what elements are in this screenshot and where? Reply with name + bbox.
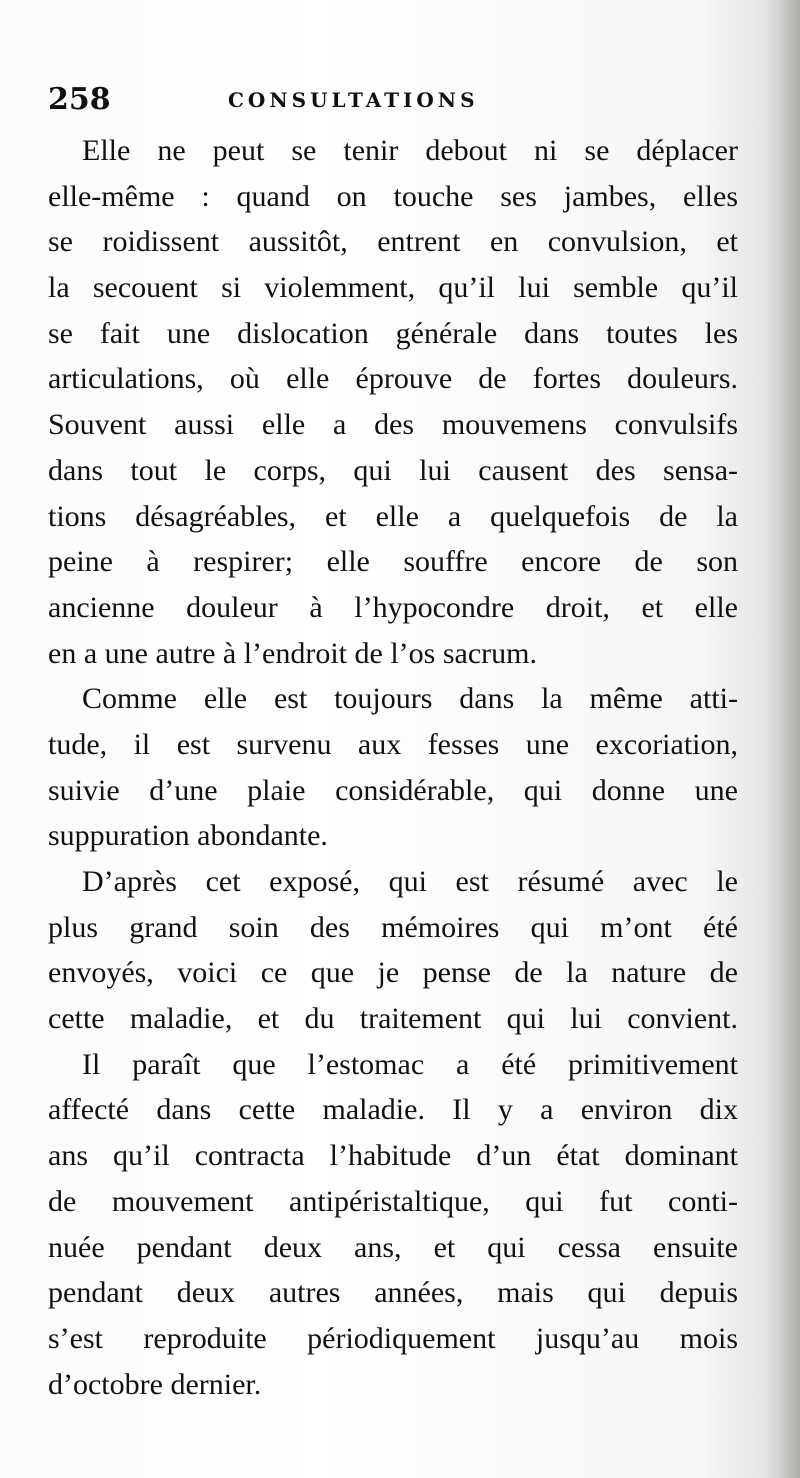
page-header [48,80,738,120]
text-line: ans qu’il contracta l’habitude d’un état dominant [48,1139,738,1173]
text-line: cette maladie, et du traitement qui lui convient. [48,1002,738,1036]
body-text [48,128,738,1407]
text-line: tions désagréables, et elle a quelquefois de la [48,499,738,533]
text-line: suivie d’une plaie considérable, qui donne une [48,773,738,807]
text-line: affecté dans cette maladie. Il y a environ dix [48,1093,738,1127]
text-line: elle-même : quand on touche ses jambes, elles [48,179,738,213]
text-line: peine à respirer; elle souffre encore de son [48,545,738,579]
text-line: tude, il est survenu aux fesses une excoriation, [48,727,738,761]
text-line: pendant deux autres années, mais qui depuis [48,1276,738,1310]
text-line: Elle ne peut se tenir debout ni se déplacer [82,134,738,167]
text-line: articulations, où elle éprouve de fortes douleurs. [48,362,738,396]
text-line: d’octobre dernier. [48,1367,262,1401]
text-line: Il paraît que l’estomac a été primitivement [82,1047,738,1081]
text-line: D’après cet exposé, qui est résumé avec le [82,865,738,898]
text-line: de mouvement antipéristaltique, qui fut conti- [48,1184,738,1218]
text-line: nuée pendant deux ans, et qui cessa ensuite [48,1230,738,1264]
text-line: dans tout le corps, qui lui causent des sensa- [48,453,738,487]
text-line: se fait une dislocation générale dans toutes les [48,316,738,350]
text-line: Comme elle est toujours dans la même atti- [82,682,738,716]
page-edge-shadow [762,0,800,1478]
running-head: CONSULTATIONS [228,88,479,112]
text-line: ancienne douleur à l’hypocondre droit, et elle [48,590,738,624]
text-line: la secouent si violemment, qu’il lui semble qu’il [48,271,738,305]
text-line: s’est reproduite périodiquement jusqu’au mois [48,1321,738,1355]
text-line: en a une autre à l’endroit de l’os sacrum. [48,636,537,670]
text-line: plus grand soin des mémoires qui m’ont été [48,910,738,944]
text-line: envoyés, voici ce que je pense de la nature de [48,956,738,990]
text-line: se roidissent aussitôt, entrent en convulsion, et [48,225,738,259]
text-line: suppuration abondante. [48,819,328,853]
page-number: 258 [48,82,111,117]
text-line: Souvent aussi elle a des mouvemens convulsifs [48,408,738,442]
